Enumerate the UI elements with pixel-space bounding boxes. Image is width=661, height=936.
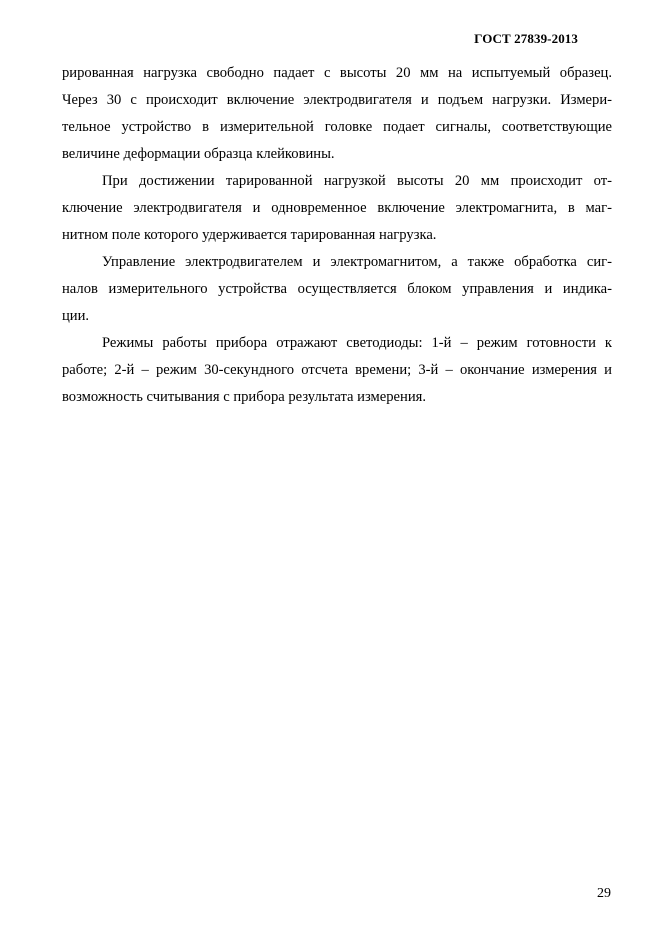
paragraph-2-line-3: нитном поле которого удерживается тарированная нагрузка. <box>62 227 437 243</box>
document-body <box>62 60 612 411</box>
paragraph-3-line-2: налов измерительного устройства осуществляется блоком управления и индика- <box>62 281 612 297</box>
paragraph-4-line-1: Режимы работы прибора отражают светодиоды: 1-й – режим готовности к <box>102 335 612 351</box>
paragraph-4-line-2: работе; 2-й – режим 30-секундного отсчета времени; 3-й – окончание измерения и <box>62 362 612 378</box>
paragraph-2-line-2: ключение электродвигателя и одновременное включение электромагнита, в маг- <box>62 200 612 216</box>
paragraph-1-line-3: тельное устройство в измерительной головке подает сигналы, соответствующие <box>62 119 612 135</box>
paragraph-1-line-2: Через 30 с происходит включение электродвигателя и подъем нагрузки. Измери- <box>62 92 612 108</box>
paragraph-4-line-3: возможность считывания с прибора результата измерения. <box>62 389 427 405</box>
page-number: 29 <box>597 886 611 901</box>
document-header-id: ГОСТ 27839-2013 <box>474 31 578 46</box>
paragraph-3-line-3: ции. <box>62 308 90 324</box>
paragraph-1-line-1: рированная нагрузка свободно падает с высоты 20 мм на испытуемый образец. <box>62 65 612 81</box>
paragraph-1-line-4: величине деформации образца клейковины. <box>62 146 335 162</box>
paragraph-3-line-1: Управление электродвигателем и электромагнитом, а также обработка сиг- <box>102 254 612 270</box>
paragraph-2-line-1: При достижении тарированной нагрузкой высоты 20 мм происходит от- <box>102 173 612 189</box>
